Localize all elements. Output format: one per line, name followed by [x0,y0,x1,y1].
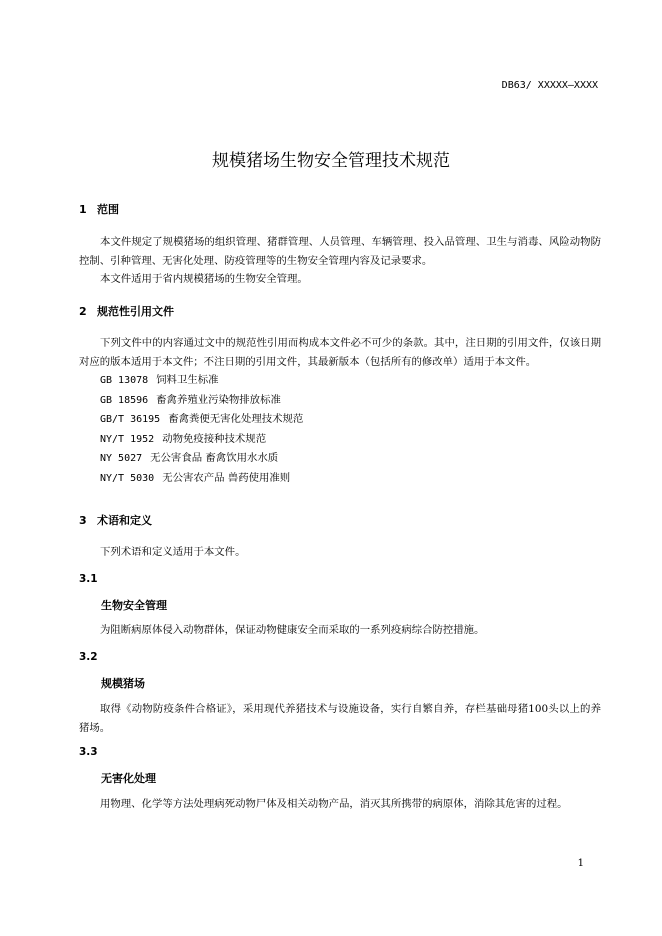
section-number: 2 [79,305,87,318]
paragraph: 下列术语和定义适用于本文件。 [100,546,246,558]
reference-code: NY/T 1952 [100,433,155,445]
paragraph: 本文件规定了规模猪场的组织管理、猪群管理、人员管理、车辆管理、投入品管理、卫生与消毒、风险动物防控制、引种管理、无害化处理、防疫管理等的生物安全管理内容及记录要求。 [79,236,601,267]
term-number: 3.2 [79,651,98,663]
term-definition [79,621,601,640]
paragraph: 取得《动物防疫条件合格证》，采用现代养猪技术与设施设备，实行自繁自养，存栏基础母猪100头以上的养猪场。 [79,703,601,734]
section-1-body [79,233,601,289]
paragraph: 用物理、化学等方法处理病死动物尸体及相关动物产品，消灭其所携带的病原体，消除其危害的过程。 [100,798,568,810]
reference-item [79,391,601,411]
reference-code: NY/T 5030 [100,472,155,484]
term-definition [79,795,601,814]
section-1-heading [79,201,601,217]
section-title: 范围 [97,203,119,216]
reference-code: GB/T 36195 [100,414,161,425]
term-name: 生物安全管理 [101,599,167,612]
section-3-intro [79,543,601,562]
paragraph: 下列文件中的内容通过文中的规范性引用而构成本文件必不可少的条款。其中，注日期的引用文件，仅该日期对应的版本适用于本文件；不注日期的引用文件，其最新版本（包括所有的修改单）适用于本文件。 [79,337,601,368]
reference-item [79,410,601,430]
reference-title: 动物免疫接种技术规范 [162,432,267,445]
term-number: 3.3 [79,746,98,758]
section-2-heading [79,303,601,319]
term-name: 无害化处理 [101,772,156,785]
reference-title: 饲料卫生标准 [156,374,219,386]
document-title: 规模猪场生物安全管理技术规范 [212,151,450,171]
term-name: 规模猪场 [101,677,145,690]
reference-list [79,371,601,488]
page-number: 1 [577,858,584,869]
reference-title: 畜禽粪便无害化处理技术规范 [168,413,304,425]
term-definition [79,700,601,737]
reference-item [79,449,601,469]
reference-code: NY 5027 [100,453,143,464]
section-title: 规范性引用文件 [97,305,174,318]
section-number: 3 [79,514,87,527]
reference-code: GB 13078 [100,375,149,386]
reference-title: 无公害农产品 兽药使用准则 [162,471,291,484]
paragraph: 本文件适用于省内规模猪场的生物安全管理。 [100,273,308,285]
section-3-heading [79,512,601,528]
paragraph: 为阻断病原体侵入动物群体，保证动物健康安全而采取的一系列疫病综合防控措施。 [100,624,485,636]
term-number: 3.1 [79,573,98,585]
reference-code: GB 18596 [100,394,149,406]
section-title: 术语和定义 [97,514,152,527]
reference-title: 畜禽养殖业污染物排放标准 [156,393,281,406]
section-number: 1 [79,203,87,216]
reference-item [79,430,601,450]
reference-item [79,371,601,391]
reference-item [79,469,601,489]
document-code: DB63/ XXXXX—XXXX [501,80,598,91]
section-2-body [79,334,601,488]
reference-title: 无公害食品 畜禽饮用水水质 [150,452,279,464]
